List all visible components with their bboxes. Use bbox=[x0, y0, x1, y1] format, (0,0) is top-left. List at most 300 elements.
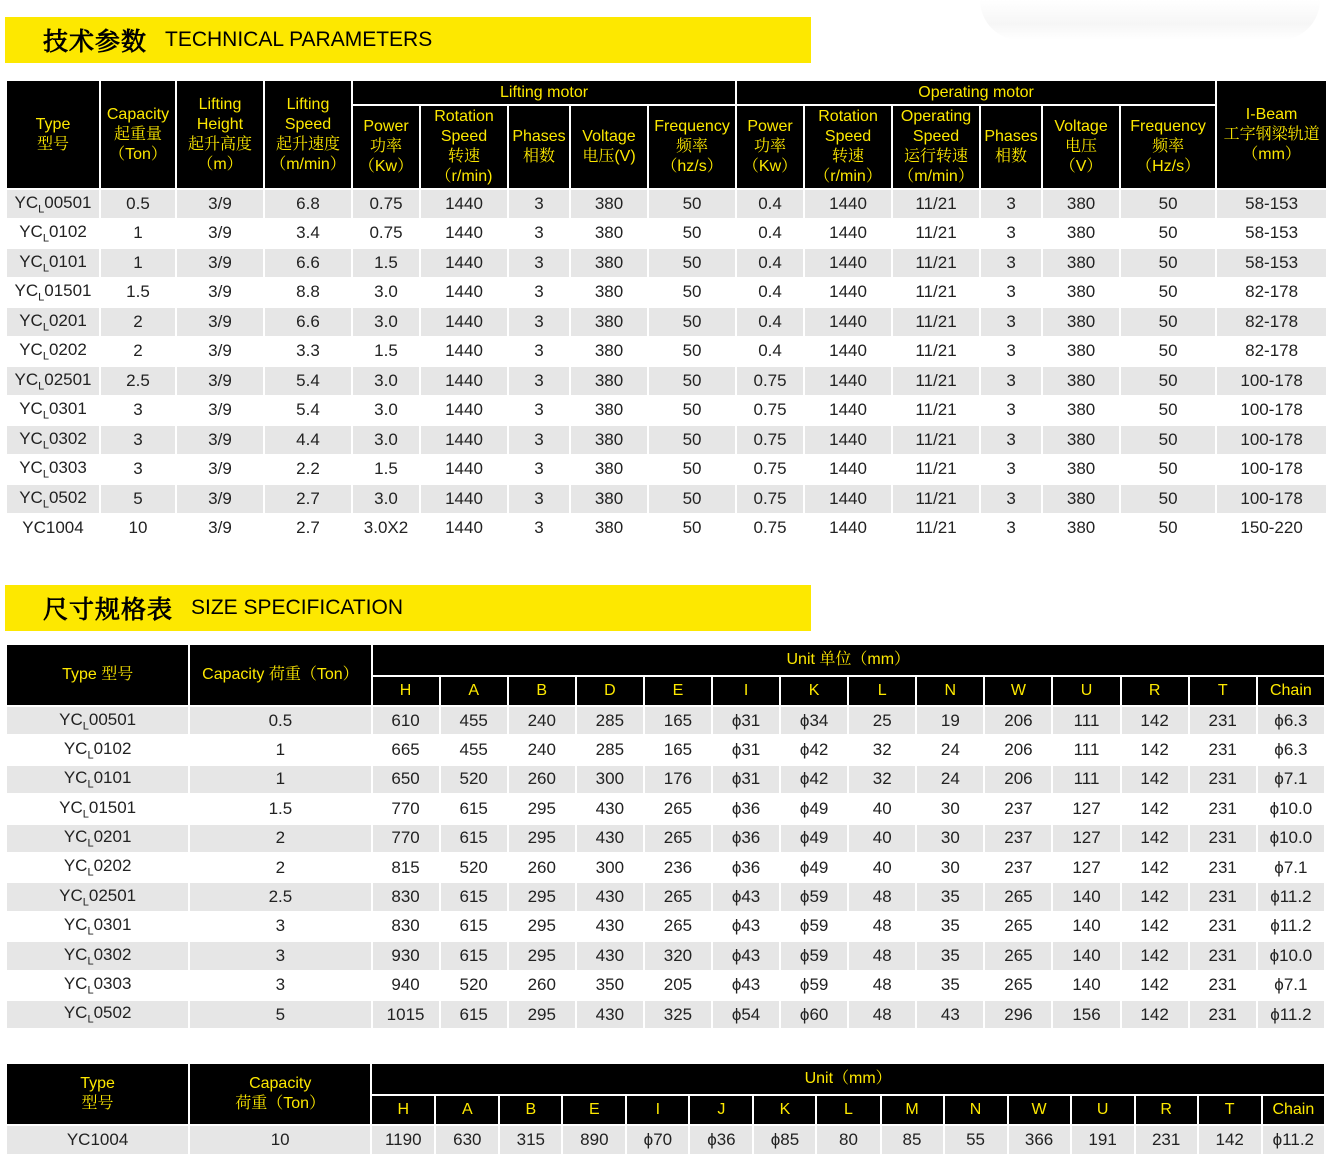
tp-value-cell: 50 bbox=[648, 514, 736, 544]
tp-value-cell: 11/21 bbox=[892, 484, 980, 514]
tp-value-cell: 1440 bbox=[420, 484, 508, 514]
ss-value-cell: 320 bbox=[644, 941, 712, 970]
tp-value-cell: 3 bbox=[980, 366, 1042, 396]
table-row bbox=[6, 1125, 1325, 1155]
ss-value-cell: 48 bbox=[848, 941, 916, 970]
tp-value-cell: 3/9 bbox=[176, 189, 264, 219]
ss-value-cell: ϕ11.2 bbox=[1257, 912, 1325, 941]
tp-value-cell: 1440 bbox=[420, 248, 508, 278]
ss-value-cell: ϕ36 bbox=[712, 794, 780, 823]
ss-value-cell: 325 bbox=[644, 1000, 712, 1029]
header-column-j: J bbox=[689, 1095, 753, 1125]
tp-type-cell: $YC_L0202$ bbox=[6, 337, 100, 367]
hd-value-cell: 1190 bbox=[371, 1125, 435, 1155]
tp-value-cell: 380 bbox=[1042, 248, 1120, 278]
model-subscript: L bbox=[87, 1013, 94, 1026]
tp-value-cell: 100-178 bbox=[1216, 366, 1327, 396]
section-title-zh: 技术参数 bbox=[43, 27, 148, 56]
tp-value-cell: 3.0 bbox=[352, 366, 420, 396]
tp-value-cell: 380 bbox=[1042, 189, 1120, 219]
header-operating-frequency bbox=[1120, 105, 1216, 189]
ss-value-cell: 615 bbox=[440, 912, 508, 941]
header-column-m: M bbox=[881, 1095, 944, 1125]
tp-value-cell: 1440 bbox=[804, 219, 892, 249]
tp-value-cell: 380 bbox=[570, 307, 648, 337]
table-row bbox=[6, 765, 1325, 794]
tp-value-cell: 8.8 bbox=[264, 278, 352, 308]
ss-value-cell: 35 bbox=[916, 941, 984, 970]
tp-value-cell: 3.0 bbox=[352, 307, 420, 337]
tp-value-cell: 0.4 bbox=[736, 278, 804, 308]
tp-value-cell: 50 bbox=[648, 366, 736, 396]
tp-value-cell: 58-153 bbox=[1216, 189, 1327, 219]
header-column-e: E bbox=[562, 1095, 626, 1125]
tp-value-cell: 380 bbox=[1042, 278, 1120, 308]
heavy-duty-size-table bbox=[5, 1062, 1326, 1156]
ss-value-cell: 295 bbox=[508, 794, 576, 823]
ss-value-cell: 142 bbox=[1121, 912, 1189, 941]
tp-value-cell: 380 bbox=[1042, 514, 1120, 544]
tp-value-cell: 380 bbox=[570, 366, 648, 396]
tp-value-cell: 3 bbox=[980, 455, 1042, 485]
tp-value-cell: 3 bbox=[980, 425, 1042, 455]
ss-value-cell: ϕ6.3 bbox=[1257, 735, 1325, 764]
ss-value-cell: 19 bbox=[916, 706, 984, 735]
tp-value-cell: 2.2 bbox=[264, 455, 352, 485]
tp-value-cell: 3.0 bbox=[352, 484, 420, 514]
ss-value-cell: 111 bbox=[1052, 765, 1120, 794]
ss-value-cell: 127 bbox=[1052, 853, 1120, 882]
ss-value-cell: 142 bbox=[1121, 853, 1189, 882]
tp-value-cell: 3 bbox=[508, 307, 570, 337]
tp-value-cell: 50 bbox=[648, 307, 736, 337]
table-row bbox=[6, 706, 1325, 735]
table-row bbox=[6, 366, 1327, 396]
header-column-k: K bbox=[753, 1095, 816, 1125]
ss-value-cell: 140 bbox=[1052, 971, 1120, 1000]
ss-value-cell: 40 bbox=[848, 824, 916, 853]
tp-value-cell: 1440 bbox=[420, 189, 508, 219]
header-column-n: N bbox=[916, 676, 984, 706]
tp-value-cell: 0.75 bbox=[736, 484, 804, 514]
ss-value-cell: 520 bbox=[440, 765, 508, 794]
tp-value-cell: 0.75 bbox=[352, 219, 420, 249]
tp-value-cell: 380 bbox=[1042, 425, 1120, 455]
ss-value-cell: ϕ10.0 bbox=[1257, 824, 1325, 853]
header-line: Operating bbox=[900, 108, 972, 125]
hd-value-cell: 80 bbox=[816, 1125, 880, 1155]
model-subscript: L bbox=[42, 409, 49, 422]
model-subscript: L bbox=[42, 438, 49, 451]
tp-value-cell: 2.7 bbox=[264, 484, 352, 514]
header-capacity bbox=[100, 80, 176, 189]
table-row bbox=[6, 794, 1325, 823]
header-column-i: I bbox=[712, 676, 780, 706]
tp-value-cell: 58-153 bbox=[1216, 248, 1327, 278]
header-line: 荷重（Ton） bbox=[235, 1095, 326, 1112]
tp-value-cell: 3 bbox=[508, 455, 570, 485]
tp-value-cell: 100-178 bbox=[1216, 455, 1327, 485]
tp-value-cell: 0.4 bbox=[736, 248, 804, 278]
section-title-en: TECHNICAL PARAMETERS bbox=[165, 28, 433, 51]
tp-value-cell: 380 bbox=[1042, 307, 1120, 337]
tp-value-cell: 2.7 bbox=[264, 514, 352, 544]
ss-value-cell: 165 bbox=[644, 735, 712, 764]
ss-value-cell: 231 bbox=[1189, 735, 1257, 764]
ss-value-cell: 265 bbox=[984, 882, 1052, 911]
tp-value-cell: 3 bbox=[508, 425, 570, 455]
model-subscript: L bbox=[42, 232, 49, 245]
tp-value-cell: 380 bbox=[570, 248, 648, 278]
tp-value-cell: 3/9 bbox=[176, 366, 264, 396]
ss-value-cell: 48 bbox=[848, 882, 916, 911]
hd-value-cell: 85 bbox=[881, 1125, 944, 1155]
table-row bbox=[6, 396, 1327, 426]
tp-value-cell: 50 bbox=[648, 455, 736, 485]
model-subscript: L bbox=[42, 261, 49, 274]
tp-value-cell: 3 bbox=[508, 484, 570, 514]
ss-value-cell: 142 bbox=[1121, 735, 1189, 764]
tp-value-cell: 82-178 bbox=[1216, 307, 1327, 337]
header-line: Speed bbox=[912, 128, 960, 145]
ss-value-cell: 615 bbox=[440, 824, 508, 853]
model-subscript: L bbox=[38, 291, 45, 304]
model-subscript: L bbox=[82, 808, 89, 821]
model-subscript: L bbox=[42, 468, 49, 481]
tp-value-cell: 1440 bbox=[804, 189, 892, 219]
header-unit: Unit（mm） bbox=[371, 1063, 1325, 1095]
header-column-w: W bbox=[1008, 1095, 1071, 1125]
ss-value-cell: 231 bbox=[1189, 765, 1257, 794]
ss-value-cell: 1 bbox=[189, 735, 371, 764]
header-column-chain: Chain bbox=[1262, 1095, 1325, 1125]
ss-value-cell: 430 bbox=[576, 882, 644, 911]
header-column-b: B bbox=[508, 676, 576, 706]
ss-value-cell: 35 bbox=[916, 912, 984, 941]
ss-type-cell: $YC_L0201$ bbox=[6, 824, 189, 853]
header-line: Lifting bbox=[198, 95, 242, 113]
tp-value-cell: 50 bbox=[1120, 219, 1216, 249]
tp-value-cell: 1440 bbox=[420, 396, 508, 426]
ss-value-cell: 830 bbox=[372, 882, 440, 911]
tp-value-cell: 1 bbox=[100, 248, 176, 278]
tp-value-cell: 380 bbox=[570, 278, 648, 308]
tp-type-cell: $YC_L0303$ bbox=[6, 455, 100, 485]
header-line: （mm） bbox=[1242, 145, 1301, 163]
ss-type-cell: $YC_L02501$ bbox=[6, 882, 189, 911]
ss-value-cell: 206 bbox=[984, 706, 1052, 735]
tp-value-cell: 3 bbox=[980, 248, 1042, 278]
header-column-chain: Chain bbox=[1257, 676, 1325, 706]
ss-value-cell: 430 bbox=[576, 1000, 644, 1029]
tp-value-cell: 1.5 bbox=[352, 337, 420, 367]
header-line: 起升速度 bbox=[275, 135, 340, 153]
tp-value-cell: 3/9 bbox=[176, 455, 264, 485]
header-lifting-power bbox=[352, 105, 420, 189]
ss-value-cell: 142 bbox=[1121, 765, 1189, 794]
tp-value-cell: 11/21 bbox=[892, 396, 980, 426]
tp-value-cell: 1.5 bbox=[352, 248, 420, 278]
tp-value-cell: 11/21 bbox=[892, 189, 980, 219]
header-line: Speed bbox=[824, 128, 872, 145]
tp-value-cell: 380 bbox=[570, 514, 648, 544]
tp-type-cell: $YC_L0201$ bbox=[6, 307, 100, 337]
header-column-h: H bbox=[372, 676, 440, 706]
header-line: （V） bbox=[1059, 158, 1103, 175]
header-line: Lifting bbox=[286, 95, 330, 113]
header-line: （hz/s） bbox=[661, 158, 723, 175]
tp-value-cell: 0.75 bbox=[736, 396, 804, 426]
size-specification-banner bbox=[5, 585, 811, 631]
tp-value-cell: 3/9 bbox=[176, 396, 264, 426]
ss-value-cell: 295 bbox=[508, 1000, 576, 1029]
model-subscript: L bbox=[82, 719, 89, 732]
hd-value-cell: ϕ11.2 bbox=[1262, 1125, 1325, 1155]
ss-value-cell: 2 bbox=[189, 824, 371, 853]
tp-value-cell: 3/9 bbox=[176, 484, 264, 514]
tp-value-cell: 3 bbox=[980, 307, 1042, 337]
tp-value-cell: 3 bbox=[980, 484, 1042, 514]
tp-value-cell: 0.75 bbox=[736, 366, 804, 396]
tp-value-cell: 50 bbox=[1120, 248, 1216, 278]
tp-value-cell: 2 bbox=[100, 307, 176, 337]
ss-value-cell: ϕ49 bbox=[780, 824, 848, 853]
header-line: 电压(V) bbox=[582, 148, 636, 165]
tp-value-cell: 50 bbox=[648, 337, 736, 367]
header-column-a: A bbox=[435, 1095, 499, 1125]
model-subscript: L bbox=[87, 778, 94, 791]
ss-value-cell: 40 bbox=[848, 853, 916, 882]
section-title-en: SIZE SPECIFICATION bbox=[191, 596, 403, 619]
header-line: （Kw） bbox=[358, 158, 414, 175]
ss-value-cell: ϕ49 bbox=[780, 794, 848, 823]
header-column-u: U bbox=[1071, 1095, 1135, 1125]
ss-value-cell: 770 bbox=[372, 824, 440, 853]
tp-value-cell: 3 bbox=[980, 337, 1042, 367]
tp-value-cell: 150-220 bbox=[1216, 514, 1327, 544]
table-row bbox=[6, 307, 1327, 337]
header-line: （m/min） bbox=[898, 168, 974, 185]
tp-value-cell: 380 bbox=[1042, 337, 1120, 367]
header-column-e: E bbox=[644, 676, 712, 706]
tp-value-cell: 6.8 bbox=[264, 189, 352, 219]
tp-value-cell: 3/9 bbox=[176, 425, 264, 455]
tp-value-cell: 50 bbox=[1120, 307, 1216, 337]
header-line: Rotation bbox=[434, 108, 494, 125]
hd-value-cell: ϕ70 bbox=[626, 1125, 689, 1155]
table-row bbox=[6, 189, 1327, 219]
header-line: 频率 bbox=[676, 138, 709, 155]
tp-value-cell: 1440 bbox=[420, 219, 508, 249]
ss-value-cell: ϕ43 bbox=[712, 971, 780, 1000]
ss-value-cell: 111 bbox=[1052, 735, 1120, 764]
ss-value-cell: 260 bbox=[508, 765, 576, 794]
model-subscript: L bbox=[87, 984, 94, 997]
header-type bbox=[6, 1063, 189, 1125]
tp-type-cell: YC1004 bbox=[6, 514, 100, 544]
ss-value-cell: 231 bbox=[1189, 882, 1257, 911]
ss-value-cell: 206 bbox=[984, 735, 1052, 764]
ss-value-cell: 830 bbox=[372, 912, 440, 941]
table-row bbox=[6, 219, 1327, 249]
tp-value-cell: 1440 bbox=[804, 307, 892, 337]
tp-value-cell: 3 bbox=[100, 425, 176, 455]
ss-value-cell: 615 bbox=[440, 882, 508, 911]
tp-value-cell: 5.4 bbox=[264, 396, 352, 426]
ss-value-cell: 140 bbox=[1052, 882, 1120, 911]
ss-value-cell: 231 bbox=[1189, 794, 1257, 823]
header-line: Voltage bbox=[582, 128, 636, 145]
ss-value-cell: ϕ31 bbox=[712, 765, 780, 794]
header-type: Type 型号 bbox=[6, 644, 189, 706]
table-row bbox=[6, 853, 1325, 882]
ss-value-cell: ϕ42 bbox=[780, 765, 848, 794]
ss-value-cell: 35 bbox=[916, 882, 984, 911]
header-column-r: R bbox=[1121, 676, 1189, 706]
header-column-n: N bbox=[944, 1095, 1008, 1125]
header-line: Phases bbox=[512, 128, 566, 145]
model-subscript: L bbox=[42, 320, 49, 333]
header-line: Height bbox=[196, 115, 244, 133]
tp-value-cell: 50 bbox=[1120, 455, 1216, 485]
table-row bbox=[6, 824, 1325, 853]
header-line: 运行转速 bbox=[904, 148, 969, 165]
ss-value-cell: 265 bbox=[644, 882, 712, 911]
ss-value-cell: 142 bbox=[1121, 706, 1189, 735]
tp-value-cell: 3 bbox=[508, 189, 570, 219]
ss-value-cell: 142 bbox=[1121, 882, 1189, 911]
tp-value-cell: 0.75 bbox=[736, 425, 804, 455]
ss-value-cell: 142 bbox=[1121, 971, 1189, 1000]
ss-value-cell: 615 bbox=[440, 941, 508, 970]
tp-value-cell: 1440 bbox=[420, 366, 508, 396]
tp-value-cell: 380 bbox=[570, 189, 648, 219]
tp-value-cell: 1440 bbox=[420, 307, 508, 337]
tp-value-cell: 3.0X2 bbox=[352, 514, 420, 544]
tp-value-cell: 3.4 bbox=[264, 219, 352, 249]
tp-value-cell: 0.75 bbox=[736, 455, 804, 485]
ss-value-cell: 930 bbox=[372, 941, 440, 970]
tp-value-cell: 50 bbox=[1120, 366, 1216, 396]
model-subscript: L bbox=[87, 955, 94, 968]
tp-value-cell: 100-178 bbox=[1216, 484, 1327, 514]
tp-value-cell: 50 bbox=[648, 189, 736, 219]
ss-value-cell: ϕ7.1 bbox=[1257, 765, 1325, 794]
tp-value-cell: 0.75 bbox=[736, 514, 804, 544]
model-subscript: L bbox=[38, 202, 45, 215]
ss-value-cell: 0.5 bbox=[189, 706, 371, 735]
ss-type-cell: $YC_L0302$ bbox=[6, 941, 189, 970]
tp-value-cell: 3/9 bbox=[176, 219, 264, 249]
header-line: 相数 bbox=[522, 148, 555, 165]
header-operating-phases bbox=[980, 105, 1042, 189]
header-line: Speed bbox=[440, 128, 488, 145]
ss-value-cell: 265 bbox=[644, 794, 712, 823]
tp-value-cell: 1440 bbox=[804, 425, 892, 455]
ss-value-cell: 940 bbox=[372, 971, 440, 1000]
header-column-k: K bbox=[780, 676, 848, 706]
tp-value-cell: 100-178 bbox=[1216, 396, 1327, 426]
header-column-l: L bbox=[816, 1095, 880, 1125]
header-lifting-voltage bbox=[570, 105, 648, 189]
tp-value-cell: 11/21 bbox=[892, 425, 980, 455]
tp-value-cell: 1440 bbox=[804, 366, 892, 396]
header-line: （Hz/s） bbox=[1136, 158, 1201, 175]
ss-value-cell: 265 bbox=[644, 824, 712, 853]
header-operating-power bbox=[736, 105, 804, 189]
ss-value-cell: 296 bbox=[984, 1000, 1052, 1029]
tp-value-cell: 0.4 bbox=[736, 337, 804, 367]
tp-value-cell: 3 bbox=[980, 219, 1042, 249]
ss-value-cell: 615 bbox=[440, 1000, 508, 1029]
tp-value-cell: 50 bbox=[648, 278, 736, 308]
tp-value-cell: 3.3 bbox=[264, 337, 352, 367]
ss-value-cell: 265 bbox=[984, 941, 1052, 970]
tp-value-cell: 1440 bbox=[420, 425, 508, 455]
tp-value-cell: 0.5 bbox=[100, 189, 176, 219]
ss-value-cell: 615 bbox=[440, 794, 508, 823]
ss-value-cell: ϕ10.0 bbox=[1257, 941, 1325, 970]
header-column-t: T bbox=[1198, 1095, 1262, 1125]
ss-value-cell: 430 bbox=[576, 941, 644, 970]
tp-value-cell: 50 bbox=[1120, 514, 1216, 544]
ss-value-cell: 30 bbox=[916, 824, 984, 853]
header-type bbox=[6, 80, 100, 189]
header-column-a: A bbox=[440, 676, 508, 706]
table-row bbox=[6, 455, 1327, 485]
header-lifting-frequency bbox=[648, 105, 736, 189]
tp-value-cell: 1440 bbox=[804, 455, 892, 485]
ss-value-cell: 231 bbox=[1189, 971, 1257, 1000]
tp-value-cell: 50 bbox=[1120, 484, 1216, 514]
ss-value-cell: 300 bbox=[576, 765, 644, 794]
tp-type-cell: $YC_L00501$ bbox=[6, 189, 100, 219]
tp-value-cell: 3 bbox=[980, 396, 1042, 426]
tp-type-cell: $YC_L01501$ bbox=[6, 278, 100, 308]
header-line: Speed bbox=[284, 115, 332, 133]
model-subscript: L bbox=[87, 866, 94, 879]
tp-value-cell: 1.5 bbox=[352, 455, 420, 485]
tp-value-cell: 3 bbox=[508, 396, 570, 426]
hd-value-cell: ϕ36 bbox=[689, 1125, 753, 1155]
ss-value-cell: 295 bbox=[508, 882, 576, 911]
ss-value-cell: ϕ6.3 bbox=[1257, 706, 1325, 735]
table-row bbox=[6, 425, 1327, 455]
tp-value-cell: 1 bbox=[100, 219, 176, 249]
ss-value-cell: 1.5 bbox=[189, 794, 371, 823]
ss-value-cell: 25 bbox=[848, 706, 916, 735]
ss-type-cell: $YC_L0301$ bbox=[6, 912, 189, 941]
ss-type-cell: $YC_L0303$ bbox=[6, 971, 189, 1000]
ss-value-cell: 30 bbox=[916, 853, 984, 882]
tp-value-cell: 3 bbox=[508, 278, 570, 308]
section-title-zh: 尺寸规格表 bbox=[43, 595, 174, 624]
tp-value-cell: 3 bbox=[980, 514, 1042, 544]
table-row bbox=[6, 941, 1325, 970]
ss-value-cell: 610 bbox=[372, 706, 440, 735]
tp-value-cell: 11/21 bbox=[892, 248, 980, 278]
tp-value-cell: 11/21 bbox=[892, 366, 980, 396]
ss-value-cell: 43 bbox=[916, 1000, 984, 1029]
tp-value-cell: 82-178 bbox=[1216, 337, 1327, 367]
header-i-beam bbox=[1216, 80, 1327, 189]
ss-value-cell: ϕ34 bbox=[780, 706, 848, 735]
ss-value-cell: 650 bbox=[372, 765, 440, 794]
model-subscript: L bbox=[87, 749, 94, 762]
header-line: Capacity bbox=[106, 105, 170, 123]
ss-value-cell: 350 bbox=[576, 971, 644, 1000]
ss-value-cell: ϕ11.2 bbox=[1257, 882, 1325, 911]
